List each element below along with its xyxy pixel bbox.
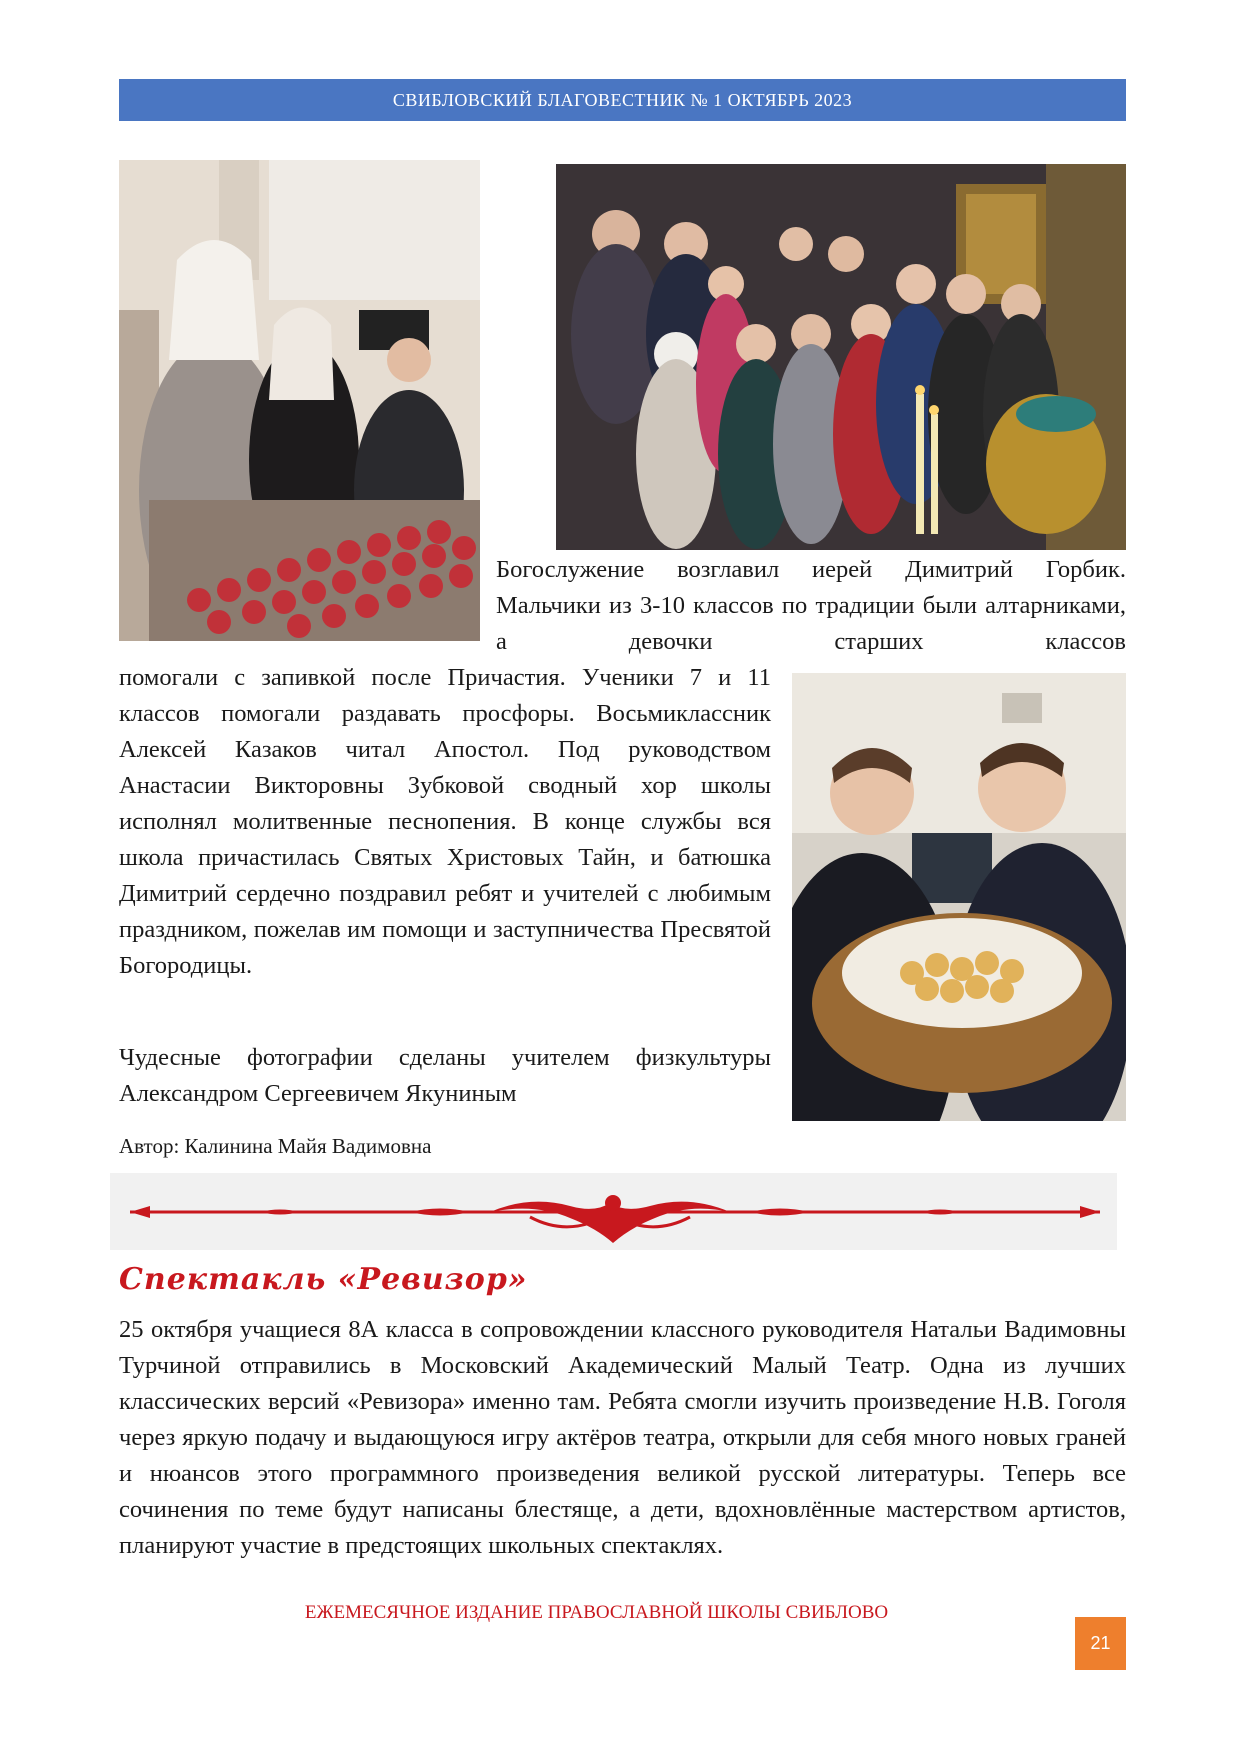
article2-body: 25 октября учащиеся 8А класса в сопровождении классного руководителя Натальи Вадимовны Турчиной отправились в Московский Академический Малый Театр. Одна из лучших классических версий «Ревизора» именно там. Ребята смогли изучить произведение Н.В. Гоголя через яркую подачу и выдающуюся игру актёров театра, открыли для себя много новых граней и нюансов этого программного произведения великой русской литературы. Теперь все сочинения по теме будут написаны блестяще, а дети, вдохновлённые мастерством артистов, планируют участие в предстоящих школьных спектаклях.: [119, 1316, 1126, 1559]
photo-boys-with-basket: [792, 673, 1126, 1121]
article1-author: Автор: Калинина Майя Вадимовна: [119, 1134, 432, 1158]
header-title: СВИБЛОВСКИЙ БЛАГОВЕСТНИК № 1 ОКТЯБРЬ 2023: [392, 89, 853, 110]
ornament-divider: [110, 1173, 1117, 1250]
article2-title: Спектакль «Ревизор»: [119, 1262, 528, 1297]
article1-paragraph-top: Богослужение возглавил иерей Димитрий Горбик. Мальчики из 3-10 классов по традиции были алтарниками, а девочки старших классов: [496, 556, 1126, 655]
ornament-icon: [110, 1173, 1117, 1250]
page-number: 21: [1090, 1633, 1111, 1653]
page-header: [119, 79, 1126, 121]
footer-text: ЕЖЕМЕСЯЧНОЕ ИЗДАНИЕ ПРАВОСЛАВНОЙ ШКОЛЫ СВИБЛОВО: [304, 1602, 889, 1623]
photo-children-in-church: [556, 164, 1126, 550]
photo-girls-with-cups: [119, 160, 480, 641]
page-number-badge: [1075, 1617, 1126, 1670]
article1-paragraph-photographer: Чудесные фотографии сделаны учителем физкультуры Александром Сергеевичем Якуниным: [119, 1044, 771, 1107]
article1-paragraph-main: помогали с запивкой после Причастия. Ученики 7 и 11 классов помогали раздавать просфоры. Восьмиклассник Алексей Казаков читал Апостол. Под руководством Анастасии Викторовны Зубковой сводный хор школы исполнял молитвенные песнопения. В конце службы вся школа причастилась Святых Христовых Тайн, и батюшка Димитрий сердечно поздравил ребят и учителей с любимым праздником, пожелав им помощи и заступничества Пресвятой Богородицы.: [119, 664, 771, 979]
